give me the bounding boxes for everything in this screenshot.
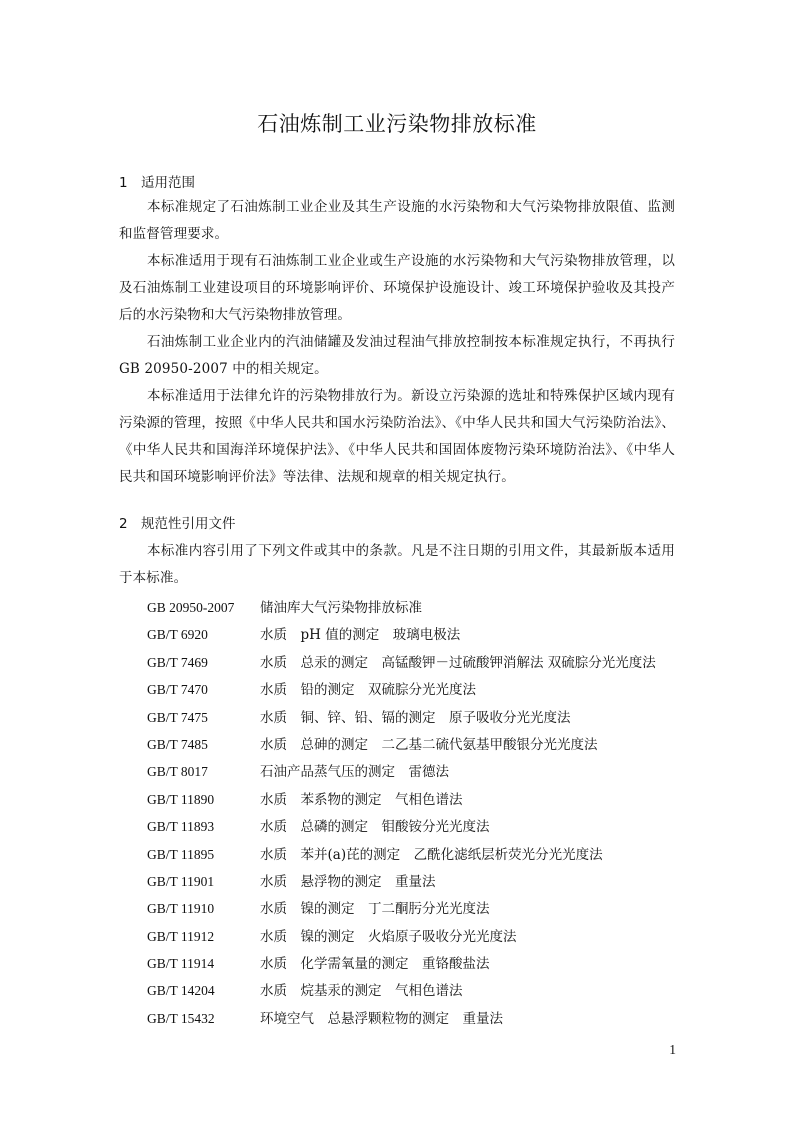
reference-code: GB/T 15432	[147, 1010, 215, 1026]
reference-code: GB/T 11895	[147, 846, 215, 862]
reference-item	[147, 977, 687, 1004]
reference-code: GB/T 6920	[147, 627, 208, 643]
reference-title: 水质 苯并(a)芘的测定 乙酰化滤纸层析荧光分光光度法	[260, 846, 603, 863]
section-1-paragraph: 本标准规定了石油炼制工业企业及其生产设施的水污染物和大气污染物排放限值、监测和监督管理要求。	[119, 199, 675, 242]
reference-item	[147, 758, 687, 785]
reference-title: 水质 pH 值的测定 玻璃电极法	[260, 627, 461, 644]
reference-item	[147, 1005, 687, 1032]
reference-title: 水质 化学需氧量的测定 重铬酸盐法	[260, 956, 490, 973]
reference-item	[147, 649, 687, 676]
section-1-paragraph: 本标准适用于现有石油炼制工业企业或生产设施的水污染物和大气污染物排放管理，以及石油炼制工业建设项目的环境影响评价、环境保护设施设计、竣工环境保护验收及其投产后的水污染物和大气污染物排放管理。	[119, 253, 675, 323]
document-title: 石油炼制工业污染物排放标准	[257, 112, 537, 136]
reference-title: 水质 铜、锌、铅、镉的测定 原子吸收分光光度法	[260, 709, 571, 726]
reference-code: GB/T 7470	[147, 682, 208, 698]
reference-item	[147, 786, 687, 813]
section-1-paragraph: 本标准适用于法律允许的污染物排放行为。新设立污染源的选址和特殊保护区域内现有污染源的管理，按照《中华人民共和国水污染防治法》、《中华人民共和国大气污染防治法》、《中华人民共和国海洋环境保护法》、《中华人民共和国固体废物污染环境防治法》、《中华人民共和国环境影响评价法》等法律、法规和规章的相关规定执行。	[119, 388, 675, 485]
reference-code: GB/T 11914	[147, 956, 215, 972]
reference-title: 水质 镍的测定 火焰原子吸收分光光度法	[260, 928, 517, 945]
reference-item	[147, 704, 687, 731]
reference-title: 石油产品蒸气压的测定 雷德法	[260, 764, 449, 781]
page-number: 1	[669, 1042, 676, 1057]
section-2-intro: 本标准内容引用了下列文件或其中的条款。凡是不注日期的引用文件，其最新版本适用于本标准。	[119, 543, 675, 586]
reference-title: 水质 总磷的测定 钼酸铵分光光度法	[260, 819, 490, 836]
section-1-heading	[119, 173, 195, 193]
reference-code: GB/T 7485	[147, 736, 208, 752]
reference-code: GB/T 11910	[147, 901, 215, 917]
reference-title: 水质 镍的测定 丁二酮肟分光光度法	[260, 901, 490, 918]
section-2-heading	[119, 514, 236, 534]
reference-item	[147, 950, 687, 977]
reference-title: 水质 铅的测定 双硫腙分光光度法	[260, 682, 476, 699]
section-1-paragraph: 石油炼制工业企业内的汽油储罐及发油过程油气排放控制按本标准规定执行，不再执行GB 20950-2007 中的相关规定。	[119, 334, 675, 377]
reference-item	[147, 813, 687, 840]
reference-item	[147, 923, 687, 950]
reference-code: GB/T 14204	[147, 983, 215, 999]
reference-title: 水质 烷基汞的测定 气相色谱法	[260, 983, 463, 1000]
reference-code: GB/T 11901	[147, 873, 215, 889]
reference-code: GB 20950-2007	[147, 600, 235, 615]
reference-item	[147, 841, 687, 868]
reference-code: GB/T 7469	[147, 654, 208, 670]
section-1-heading-text: 适用范围	[141, 175, 195, 191]
reference-title: 环境空气 总悬浮颗粒物的测定 重量法	[260, 1010, 503, 1027]
reference-item	[147, 868, 687, 895]
reference-title: 储油库大气污染物排放标准	[260, 600, 422, 616]
reference-list	[147, 594, 687, 1032]
reference-item	[147, 676, 687, 703]
reference-code: GB/T 11912	[147, 928, 215, 944]
reference-title: 水质 总砷的测定 二乙基二硫代氨基甲酸银分光光度法	[260, 736, 598, 753]
reference-code: GB/T 11893	[147, 819, 215, 835]
reference-code: GB/T 8017	[147, 764, 208, 780]
reference-item	[147, 731, 687, 758]
reference-title: 水质 苯系物的测定 气相色谱法	[260, 791, 463, 808]
reference-title: 水质 悬浮物的测定 重量法	[260, 873, 436, 890]
reference-item	[147, 621, 687, 648]
section-1-number: 1	[119, 175, 128, 191]
reference-code: GB/T 11890	[147, 791, 215, 807]
reference-item	[147, 594, 687, 621]
section-2-heading-text: 规范性引用文件	[141, 516, 236, 532]
section-2-number: 2	[119, 516, 128, 532]
reference-title: 水质 总汞的测定 高锰酸钾－过硫酸钾消解法 双硫腙分光光度法	[260, 654, 656, 671]
reference-item	[147, 895, 687, 922]
reference-code: GB/T 7475	[147, 709, 208, 725]
